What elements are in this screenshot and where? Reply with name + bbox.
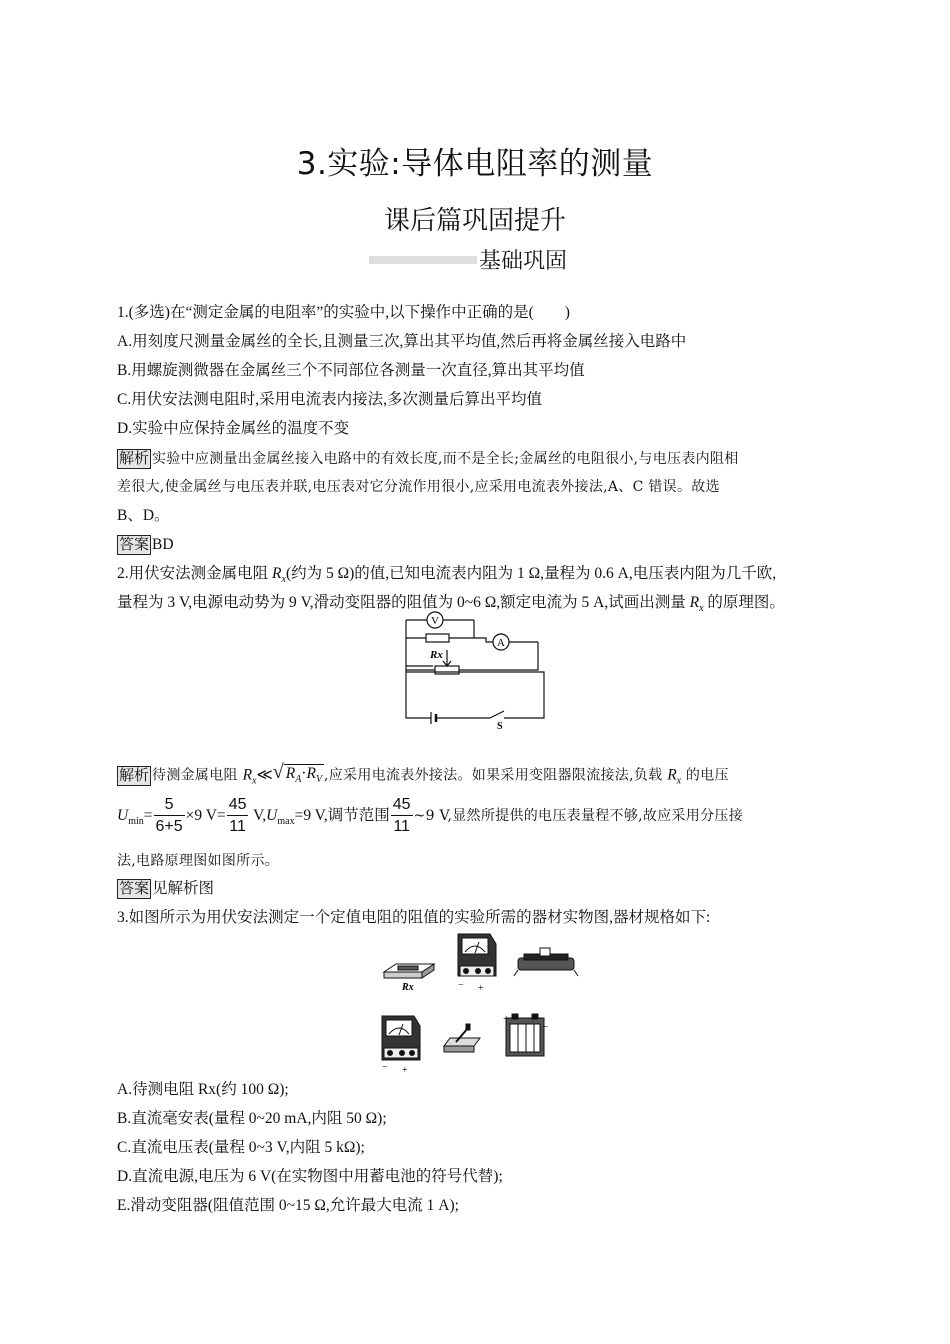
fraction-numerator: 5 — [154, 795, 185, 816]
q1-option-c: C.用伏安法测电阻时,采用电流表内接法,多次测量后算出平均值 — [117, 391, 542, 408]
q2-analysis-text: ,应采用电流表外接法。如果采用变阻器限流接法,负载 — [324, 767, 668, 784]
battery-plus-label: + — [503, 1013, 510, 1025]
circuit-diagram — [398, 614, 554, 732]
q1-analysis-text-1: 实验中应测量出金属丝接入电路中的有效长度,而不是全长;金属丝的电阻很小,与电压表内阻相 — [152, 451, 739, 467]
times-text: ×9 V= — [185, 807, 226, 825]
u-max-subscript: max — [277, 816, 295, 828]
q2-stem-text: 2.用伏安法测金属电阻 — [117, 565, 273, 582]
q2-analysis-text: 的电压 — [681, 767, 729, 784]
minus-label: − — [382, 1062, 388, 1073]
rx-symbol: R — [242, 766, 253, 784]
u-symbol: U — [117, 807, 129, 825]
rx-figure-label: Rx — [402, 982, 414, 993]
u-symbol: U — [266, 807, 278, 825]
switch-label: S — [497, 721, 503, 732]
answer-tag: 答案 — [119, 537, 150, 553]
plus-label: + — [402, 1065, 408, 1076]
q3-item-c: C.直流电压表(量程 0~3 V,内阻 5 kΩ); — [117, 1139, 365, 1156]
voltmeter-device — [382, 1016, 420, 1060]
fraction-denominator: 6+5 — [155, 818, 183, 835]
u-min-subscript: min — [128, 816, 144, 828]
equals-sign: = — [143, 807, 153, 825]
q2-analysis-text: 待测金属电阻 — [152, 767, 243, 784]
sqrt-v: V — [315, 774, 323, 786]
unit-text: V, — [249, 807, 267, 825]
q2-stem-1 — [117, 563, 776, 591]
page-subtitle: 课后篇巩固提升 — [383, 206, 566, 236]
fraction-denominator: 11 — [393, 818, 410, 835]
knife-switch — [444, 1024, 480, 1052]
section-divider — [369, 256, 477, 264]
fraction — [391, 795, 413, 838]
fraction-denominator: 11 — [229, 818, 246, 835]
q1-option-b: B.用螺旋测微器在金属丝三个不同部位各测量一次直径,算出其平均值 — [117, 362, 585, 379]
q1-option-d: D.实验中应保持金属丝的温度不变 — [117, 420, 350, 437]
rx-symbol: R — [667, 766, 677, 784]
minus-label: − — [458, 980, 464, 991]
section-heading: 基础巩固 — [479, 249, 568, 274]
q2-analysis-text: =9 V,调节范围 — [294, 807, 390, 825]
q2-analysis-2 — [117, 795, 743, 838]
analysis-tag: 解析 — [119, 767, 150, 784]
resistor-board — [384, 964, 434, 978]
equipment-figure — [378, 928, 578, 1074]
q1-analysis-text-3: B、D。 — [117, 507, 170, 524]
fraction-numerator: 45 — [227, 795, 249, 816]
sqrt-r: R — [306, 765, 316, 782]
q3-stem: 3.如图所示为用伏安法测定一个定值电阻的阻值的实验所需的器材实物图,器材规格如下: — [117, 909, 711, 926]
rx-subscript: x — [281, 574, 286, 586]
sqrt-dot: · — [301, 765, 307, 782]
q2-analysis-1 — [117, 761, 729, 793]
rx-subscript: x — [252, 775, 257, 787]
q2-analysis-text: ~9 V,显然所提供的电压表量程不够,故应采用分压接 — [413, 808, 743, 825]
resistor-label: Rx — [430, 649, 443, 661]
q1-answer-value: BD — [152, 536, 174, 553]
q1-option-a: A.用刻度尺测量金属丝的全长,且测量三次,算出其平均值,然后再将金属丝接入电路中 — [117, 333, 687, 350]
q1-stem: 1.(多选)在“测定金属的电阻率”的实验中,以下操作中正确的是( ) — [117, 304, 570, 321]
fraction — [154, 795, 185, 838]
rx-subscript: x — [676, 775, 682, 787]
sqrt-r: R — [285, 765, 296, 782]
voltmeter-label: V — [431, 615, 439, 627]
q3-item-e: E.滑动变阻器(阻值范围 0~15 Ω,允许最大电流 1 A); — [117, 1197, 459, 1214]
rx-symbol: R — [272, 565, 282, 582]
q2-stem-text: 的原理图。 — [703, 594, 785, 611]
q3-item-d: D.直流电源,电压为 6 V(在实物图中用蓄电池的符号代替); — [117, 1168, 503, 1185]
answer-tag: 答案 — [119, 881, 150, 897]
ammeter-label: A — [497, 637, 505, 649]
rx-symbol: R — [689, 594, 700, 611]
q2-answer — [117, 878, 214, 900]
q3-item-b: B.直流毫安表(量程 0~20 mA,内阻 50 Ω); — [117, 1110, 387, 1127]
q2-answer-value: 见解析图 — [152, 880, 215, 897]
battery — [506, 1014, 544, 1056]
q2-stem-text: (约为 5 Ω)的值,已知电流表内阻为 1 Ω,量程为 0.6 A,电压表内阻为几千欧, — [285, 565, 777, 582]
rx-subscript: x — [699, 603, 704, 615]
q1-analysis — [117, 448, 739, 470]
q1-answer — [117, 534, 174, 556]
q2-analysis-3: 法,电路原理图如图所示。 — [117, 853, 280, 869]
sqrt-a: A — [295, 774, 302, 786]
sqrt-expression: √ $R_A\cdot R_V$ — [272, 761, 323, 786]
fraction — [227, 795, 249, 838]
rheostat — [514, 948, 578, 976]
page-title: 3.实验:导体电阻率的测量 — [296, 146, 654, 182]
analysis-tag: 解析 — [119, 451, 150, 467]
q2-stem-text: 量程为 3 V,电源电动势为 9 V,滑动变阻器的阻值为 0~6 Ω,额定电流为 5 A,试画出测量 — [117, 594, 690, 611]
plus-label: + — [478, 983, 484, 994]
q3-item-a: A.待测电阻 Rx(约 100 Ω); — [117, 1081, 289, 1098]
milliammeter — [458, 934, 496, 976]
much-less-sign: ≪ — [256, 766, 273, 784]
q1-analysis-text-2: 差很大,使金属丝与电压表并联,电压表对它分流作用很小,应采用电流表外接法,A、C 错误。故选 — [117, 479, 720, 495]
battery-minus-label: − — [542, 1021, 549, 1033]
fraction-numerator: 45 — [391, 795, 413, 816]
